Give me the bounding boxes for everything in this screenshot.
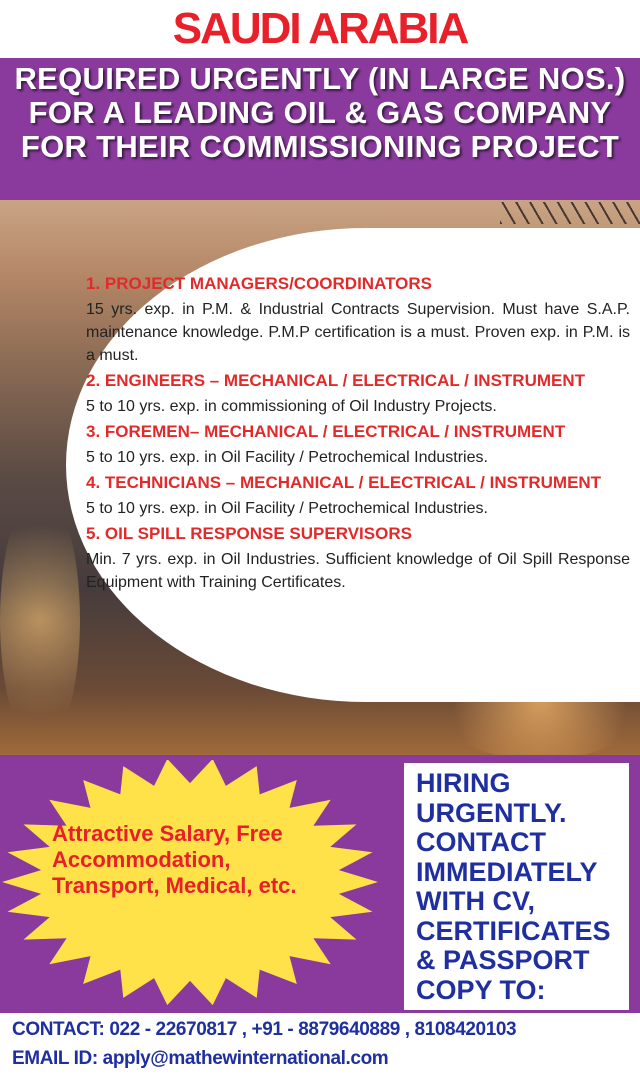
benefits-text: Attractive Salary, Free Accommodation, Transport, Medical, etc. (52, 821, 297, 898)
job-description: 5 to 10 yrs. exp. in commissioning of Oil Industry Projects. (86, 398, 497, 415)
hiring-box (404, 763, 629, 1010)
job-item (86, 520, 630, 594)
footer (0, 1013, 640, 1077)
title-bar (0, 0, 640, 58)
contact-email: EMAIL ID: apply@mathewinternational.com (12, 1048, 389, 1069)
job-item (86, 367, 630, 418)
job-description: 5 to 10 yrs. exp. in Oil Facility / Petrochemical Industries. (86, 500, 488, 517)
job-title: 1. PROJECT MANAGERS/COORDINATORS (86, 274, 433, 293)
job-title: 2. ENGINEERS – MECHANICAL / ELECTRICAL / INSTRUMENT (86, 371, 586, 390)
jobs-list (86, 270, 630, 594)
job-title: 3. FOREMEN– MECHANICAL / ELECTRICAL / INSTRUMENT (86, 422, 566, 441)
page-title: SAUDI ARABIA (172, 4, 468, 53)
job-item (86, 418, 630, 469)
job-description: Min. 7 yrs. exp. in Oil Industries. Sufficient knowledge of Oil Spill Response Equipment with Training Certificates. (86, 551, 630, 591)
job-item (86, 270, 630, 367)
job-description: 15 yrs. exp. in P.M. & Industrial Contracts Supervision. Must have S.A.P. maintenance knowledge. P.M.P certification is a must. Proven exp. in P.M. is a must. (86, 301, 630, 364)
headline-text: REQUIRED URGENTLY (IN LARGE NOS.) FOR A LEADING OIL & GAS COMPANY FOR THEIR COMMISSIONING PROJECT (14, 61, 626, 164)
job-title: 5. OIL SPILL RESPONSE SUPERVISORS (86, 524, 412, 543)
headline-banner (0, 58, 640, 200)
light-glow-left (0, 490, 80, 750)
job-description: 5 to 10 yrs. exp. in Oil Facility / Petrochemical Industries. (86, 449, 488, 466)
contact-numbers: CONTACT: 022 - 22670817 , +91 - 8879640889 , 8108420103 (12, 1019, 517, 1040)
crane-truss (500, 202, 640, 224)
job-item (86, 469, 630, 520)
job-title: 4. TECHNICIANS – MECHANICAL / ELECTRICAL / INSTRUMENT (86, 473, 602, 492)
hiring-text: HIRING URGENTLY. CONTACT IMMEDIATELY WITH CV, CERTIFICATES & PASSPORT COPY TO: (416, 768, 611, 1005)
